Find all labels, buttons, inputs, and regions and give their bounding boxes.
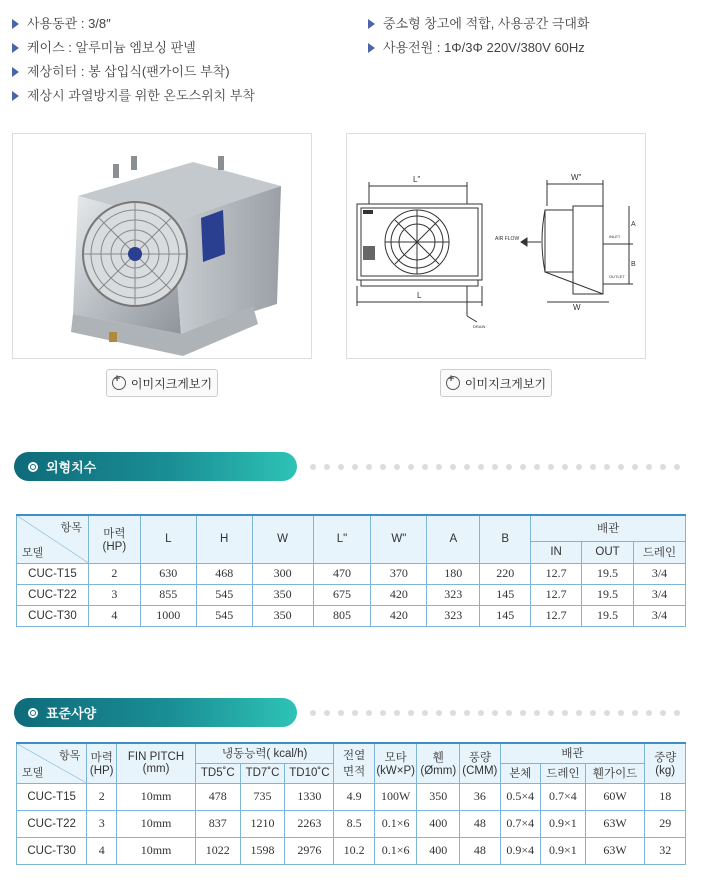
table-row: CUC-T15 2 10mm 478 735 1330 4.9 100W 350 36 0.5×4 0.7×4 60W 18: [17, 783, 686, 810]
header-area: 전열 면적: [334, 743, 374, 783]
unit-cooler-illustration: [13, 134, 312, 359]
dimensions-table: [16, 514, 686, 627]
zoom-drawing-button[interactable]: + 이미지크게보기: [440, 369, 552, 397]
header-hp: 마력 (HP): [88, 515, 140, 563]
dimensions-section-header: 외형치수: [14, 452, 297, 481]
dotted-divider: [310, 710, 680, 716]
table-row: CUC-T22 3 855 545 350 675 420 323 145 12.7 19.5 3/4: [17, 584, 686, 605]
triangle-bullet-icon: [12, 19, 19, 29]
feature-item: 사용동관 : 3/8″: [12, 12, 255, 36]
header-weight: 중량 (kg): [645, 743, 686, 783]
feature-column-right: [368, 12, 589, 60]
label-air-flow: AIR FLOW: [495, 236, 520, 242]
header-pipe-col: IN: [531, 541, 582, 563]
header-col: L": [313, 515, 371, 563]
header-air: 풍량 (CMM): [460, 743, 500, 783]
header-pipe-col: 본체: [500, 763, 540, 783]
header-pipe-col: 드레인: [634, 541, 686, 563]
zoom-in-icon: [446, 376, 460, 390]
header-hp: 마력 (HP): [87, 743, 117, 783]
label-drain: DRAIN: [473, 324, 486, 329]
zoom-in-icon: [112, 376, 126, 390]
dotted-divider: [310, 464, 680, 470]
feature-item: 제상시 과열방지를 위한 온도스위치 부착: [12, 84, 255, 108]
label-w-prime: W": [571, 173, 582, 182]
feature-column-left: [12, 12, 255, 108]
feature-item: 중소형 창고에 적합, 사용공간 극대화: [368, 12, 589, 36]
zoom-image-button[interactable]: + 이미지크게보기: [106, 369, 218, 397]
technical-drawing[interactable]: [346, 133, 646, 359]
header-fan: 휀 (Ømm): [417, 743, 460, 783]
label-b: B: [631, 261, 636, 268]
header-col: W": [371, 515, 427, 563]
header-col: L: [140, 515, 196, 563]
feature-item: 사용전원 : 1Φ/3Φ 220V/380V 60Hz: [368, 36, 589, 60]
table-row: CUC-T30 4 10mm 1022 1598 2976 10.2 0.1×6 400 48 0.9×4 0.9×1 63W 32: [17, 837, 686, 864]
header-capacity-col: TD10˚C: [285, 763, 334, 783]
header-corner-cell: 항목 모델: [17, 743, 87, 783]
header-col: A: [427, 515, 480, 563]
feature-item: 케이스 : 알루미늄 엠보싱 판넬: [12, 36, 255, 60]
label-a: A: [631, 221, 636, 228]
header-corner-cell: 항목 모델: [17, 515, 89, 563]
header-col: W: [252, 515, 313, 563]
specs-table: [16, 742, 686, 865]
header-motor: 모타 (kW×P): [374, 743, 417, 783]
circle-bullet-icon: [28, 708, 38, 718]
label-outlet: OUTLET: [609, 274, 625, 279]
triangle-bullet-icon: [12, 67, 19, 77]
label-l-prime: L": [413, 175, 421, 184]
triangle-bullet-icon: [12, 43, 19, 53]
header-fin-pitch: FIN PITCH (mm): [117, 743, 196, 783]
triangle-bullet-icon: [12, 91, 19, 101]
triangle-bullet-icon: [368, 43, 375, 53]
triangle-bullet-icon: [368, 19, 375, 29]
header-col: B: [480, 515, 531, 563]
specs-section-header: 표준사양: [14, 698, 297, 727]
product-photo[interactable]: [12, 133, 312, 359]
table-row: CUC-T15 2 630 468 300 470 370 180 220 12.7 19.5 3/4: [17, 563, 686, 584]
header-pipe: 배관: [531, 515, 686, 541]
header-pipe-col: 휀가이드: [585, 763, 645, 783]
label-l: L: [417, 291, 422, 300]
feature-item: 제상히터 : 봉 삽입식(팬가이드 부착): [12, 60, 255, 84]
header-pipe-col: 드레인: [541, 763, 586, 783]
feature-list: [0, 12, 717, 108]
table-row: CUC-T30 4 1000 545 350 805 420 323 145 12.7 19.5 3/4: [17, 605, 686, 626]
header-col: H: [196, 515, 252, 563]
header-capacity-col: TD5˚C: [195, 763, 240, 783]
header-capacity: 냉동능력( kcal/h): [195, 743, 333, 763]
label-inlet: INLET: [609, 234, 621, 239]
header-pipe-col: OUT: [582, 541, 634, 563]
label-w: W: [573, 303, 581, 312]
circle-bullet-icon: [28, 462, 38, 472]
header-capacity-col: TD7˚C: [240, 763, 285, 783]
table-row: CUC-T22 3 10mm 837 1210 2263 8.5 0.1×6 400 48 0.7×4 0.9×1 63W 29: [17, 810, 686, 837]
header-pipe: 배관: [500, 743, 645, 763]
dimension-drawing: [347, 134, 646, 359]
